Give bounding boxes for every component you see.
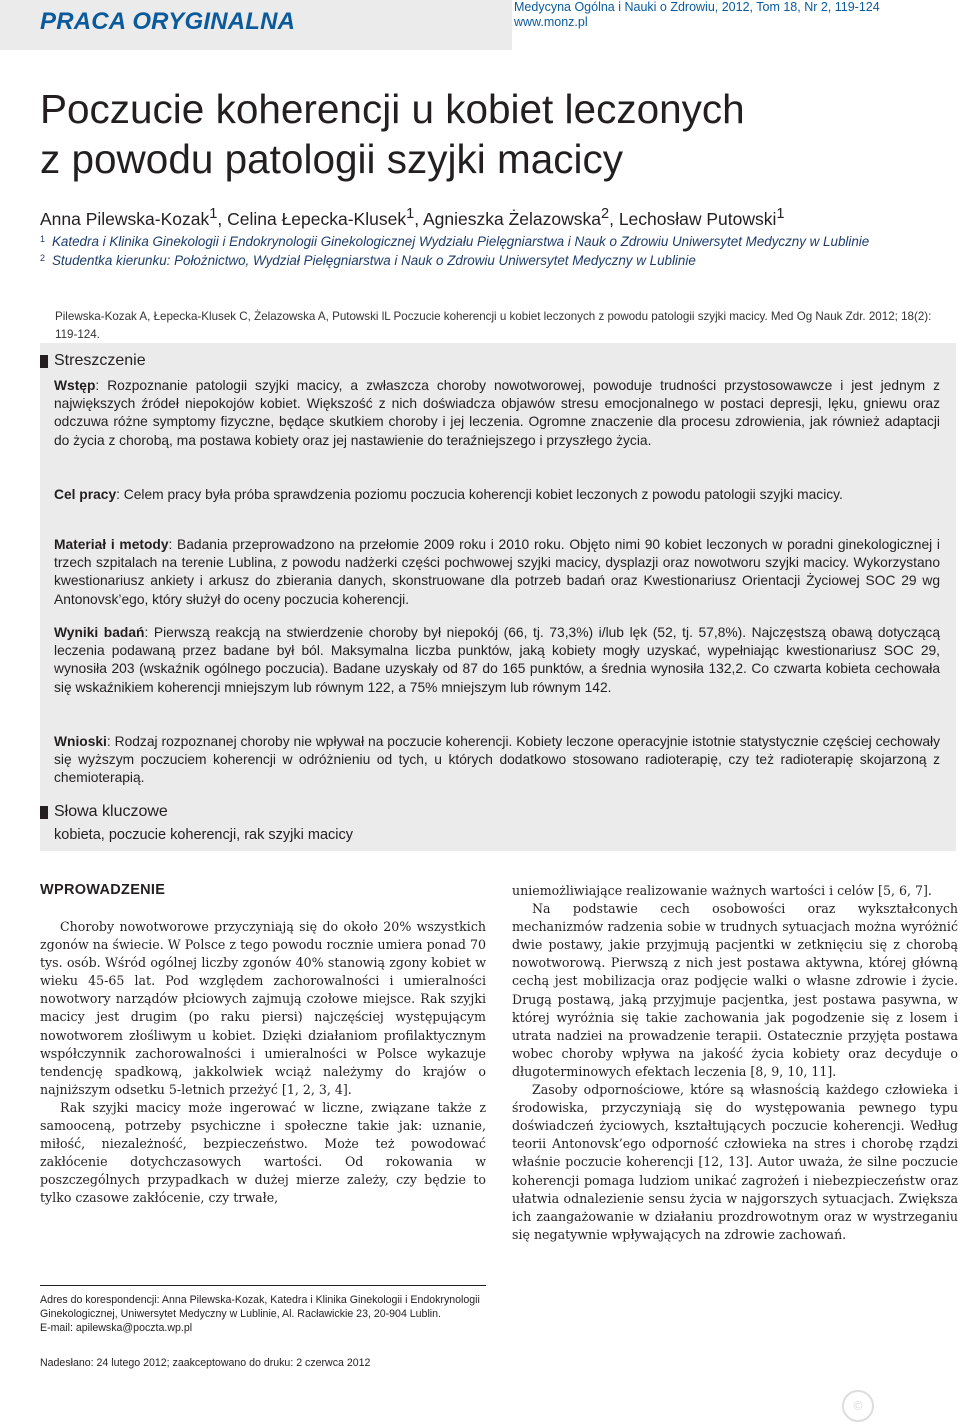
abstract-conclusions-label: Wnioski [54, 734, 107, 749]
body-paragraph: uniemożliwiające realizowanie ważnych wartości i celów [5, 6, 7]. [512, 883, 932, 898]
affiliation-item [40, 232, 950, 251]
authors: Anna Pilewska-Kozak$^1$, Celina Łepecka-Klusek$^1$, Agnieszka Żelazowska$^2$, Lechosław Putowski$^1$ [40, 206, 785, 229]
abstract-intro [54, 377, 940, 450]
footnote-divider [40, 1285, 486, 1286]
keywords-heading [54, 802, 168, 822]
received-accepted-dates: Nadesłano: 24 lutego 2012; zaakceptowano do druku: 2 czerwca 2012 [40, 1357, 371, 1369]
abstract-results-text: : Pierwszą reakcją na stwierdzenie choroby był niepokój (66, tj. 73,3%) i/lub lęk (52, tj. 57,8%). Najczęstszą obawą dotyczącą leczenia podawaną przez badane był ból. Maksymalna liczba punktów, jaką kobiety mogły uzyskać, wypełniając kwestionariusz SOC 29, wynosiła 203 (wskaźnik ogólnego poczucia). Badane uzyskały od 87 do 165 punktów, a średnia wynosiła 132,2. Co czwarta kobieta cechowała się wskaźnikiem koherencji mniejszym lub równym 122, a 75% mniejszym lub równym 142. [54, 625, 940, 695]
abstract-conclusions-text: : Rodzaj rozpoznanej choroby nie wpływał na poczucie koherencji. Kobiety leczone operacyjnie istotnie statystycznie częściej cechowały się wyższym poczuciem koherencji w odróżnieniu od tych, u których dodatkowo stosowano radioterapię, czy też radioterapię skojarzoną z chemioterapią. [54, 734, 940, 786]
body-paragraph: Zasoby odpornościowe, które są własnością każdego człowieka i środowiska, przyczyniają się do występowania pewnego typu doświadczeń życiowych, kształtujących poczucie koherencji. Według teorii Antonovsk’ego odporność człowieka na stres i chorobę rządzi właśnie poczucie koherencji [12, 13]. Autor uważa, że silne poczucie koherencji pomaga ludziom unikać zagrożeń i niebezpieczeństw oraz ułatwia odnalezienie sensu życia w najgorszych sytuacjach. Zwiększa ich zaangażowanie w działaniu prozdrowotnym oraz w wystrzeganiu się negatywnie wpływających na zdrowie zachowań. [512, 1082, 958, 1242]
abstract-aim [54, 486, 940, 504]
author-name: Agnieszka Żelazowska [422, 208, 601, 229]
journal-citation: Medycyna Ogólna i Nauki o Zdrowiu, 2012, Tom 18, Nr 2, 119-124 [514, 0, 880, 14]
journal-website[interactable]: www.monz.pl [514, 15, 588, 29]
heading-square-icon [40, 806, 48, 819]
affiliation-item [40, 251, 950, 270]
title-line-2: z powodu patologii szyjki macicy [40, 136, 623, 182]
abstract-results-label: Wyniki badań [54, 625, 145, 640]
heading-square-icon [40, 355, 48, 368]
affiliation-number: 1 [40, 234, 46, 244]
article-title [40, 84, 930, 184]
abstract-box [40, 343, 956, 851]
author-affil-mark: 2 [600, 206, 610, 222]
author-name: Lechosław Putowski [618, 208, 777, 229]
affiliation-number: 2 [40, 253, 46, 263]
body-left-column [40, 918, 486, 1208]
title-line-1: Poczucie koherencji u kobiet leczonych [40, 86, 745, 132]
affiliation-text: Studentka kierunku: Położnictwo, Wydział Pielęgniarstwa i Nauk o Zdrowiu Uniwersytet Medyczny w Lublinie [52, 253, 696, 268]
author-name: Celina Łepecka-Klusek [227, 208, 407, 229]
section-label-banner [0, 0, 512, 50]
watermark-icon: © [842, 1390, 874, 1422]
correspondence-address: Adres do korespondencji: Anna Pilewska-Kozak, Katedra i Klinika Ginekologii i Endokrynologii Ginekologicznej, Uniwersytet Medyczny w Lublinie, Al. Racławickie 23, 20-904 Lublin. [40, 1294, 480, 1320]
how-to-cite: Pilewska-Kozak A, Łepecka-Klusek C, Żelazowska A, Putowski lL Poczucie koherencji u kobiet leczonych z powodu patologii szyjki macicy. Med Og Nauk Zdr. 2012; 18(2): 119-124. [55, 310, 932, 341]
body-paragraph: Na podstawie cech osobowości oraz wykształconych mechanizmów radzenia sobie w trudnych sytuacjach można wyróżnić dwie postawy, jakie przyjmują pacjentki w zetknięciu się z chorobą nowotworową. Pierwszą z nich jest postawa aktywna, której główną cechą jest mobilizacja oraz podjęcie walki o własne zdrowie i życie. Drugą postawą, jaką przyjmuje pacjentka, jest postawa pasywna, w której wyróżnia się takie zachowania jak pogodzenie się z losem i utrata nadziei na prowadzenie terapii. Ostatecznie przyjęta postawa wobec choroby wpływa na jakość życia kobiety oraz decyduje o długoterminowych efektach leczenia [8, 9, 10, 11]. [512, 901, 958, 1079]
abstract-intro-text: : Rozpoznanie patologii szyjki macicy, a zwłaszcza choroby nowotworowej, powoduje trudności przystosowawcze i jest jednym z największych źródeł niepokojów kobiet. Większość z nich doświadcza objawów stresu emocjonalnego w postaci depresji, lęku, gniewu oraz odczuwa różne symptomy fizyczne, będące skutkiem choroby i jej leczenia. Ogromne znaczenie dla procesu zdrowienia, jak również adaptacji do życia z chorobą, ma postawa kobiety oraz jej nastawienie do teraźniejszego i przyszłego życia. [54, 378, 940, 448]
abstract-results [54, 624, 940, 697]
journal-info [512, 0, 960, 50]
correspondence-footnote [40, 1294, 486, 1335]
body-right-column [512, 882, 958, 1244]
abstract-heading [54, 351, 146, 371]
keywords-text: kobieta, poczucie koherencji, rak szyjki macicy [54, 827, 353, 843]
abstract-intro-label: Wstęp [54, 378, 96, 393]
body-paragraph: Choroby nowotworowe przyczyniają się do około 20% wszystkich zgonów na świecie. W Polsce z tego powodu rocznie umiera ponad 70 tys. osób. Wśród ogólnej liczby zgonów 40% stanowią zgony kobiet w wieku 45-65 lat. Pod względem zachorowalności i umieralności nowotwory narządów płciowych zajmują czołowe miejsce. Rak szyjki macicy jest drugim (po raku piersi) najczęściej występującym nowotworem złośliwym u kobiet. Dzięki działaniom profilaktycznym współczynnik zachorowalności i umieralności w Polsce wykazuje tendencję spadkową, jakkolwiek wciąż należymy do krajów o najniższym odsetku 5-letnich przeżyć [1, 2, 3, 4]. [40, 919, 486, 1097]
affiliation-text: Katedra i Klinika Ginekologii i Endokrynologii Ginekologicznej Wydziału Pielęgniarstwa i Nauk o Zdrowiu Uniwersytet Medyczny w Lublinie [52, 234, 870, 249]
keywords-heading-text: Słowa kluczowe [54, 803, 168, 820]
abstract-conclusions [54, 733, 940, 788]
section-label: PRACA ORYGINALNA [40, 8, 296, 35]
abstract-aim-text: : Celem pracy była próba sprawdzenia poziomu poczucia koherencji kobiet leczonych z powodu patologii szyjki macicy. [116, 487, 843, 502]
abstract-methods-label: Materiał i metody [54, 537, 169, 552]
abstract-aim-label: Cel pracy [54, 487, 117, 502]
abstract-methods-text: : Badania przeprowadzono na przełomie 2009 roku i 2010 roku. Objęto nimi 90 kobiet leczonych w poradni ginekologicznej i trzech szpitalach na terenie Lublina, z powodu nadżerki części pochwowej szyjki macicy, dysplazji oraz nowotworu szyjki macicy. Wykorzystano kwestionariusz ankiety i arkusz do zbierania danych, skonstruowane dla potrzeb badań oraz Kwestionariusz Orientacji Życiowej SOC 29 wg Antonovsk’ego, który służył do oceny poczucia koherencji. [54, 537, 940, 607]
author-affil-mark: 1 [209, 206, 218, 222]
author-affil-mark: 1 [406, 206, 415, 222]
abstract-heading-text: Streszczenie [54, 352, 146, 369]
author-affil-mark: 1 [776, 206, 785, 222]
body-paragraph: Rak szyjki macicy może ingerować w liczne, związane także z samooceną, potrzeby psychiczne i społeczne takie jak: uznanie, miłość, niezależność, bezpieczeństwo. Może też powodować zakłócenie dotychczasowych wartości. Od rokowania w poszczególnych przypadkach w dużej mierze zależy, czy będzie to tylko czasowe zakłócenie, czy trwałe, [40, 1099, 486, 1206]
author-name: Anna Pilewska-Kozak [40, 208, 210, 229]
correspondence-email[interactable]: E-mail: apilewska@poczta.wp.pl [40, 1321, 193, 1334]
abstract-methods [54, 536, 940, 609]
affiliations [40, 232, 950, 270]
section-heading-introduction: WPROWADZENIE [40, 882, 166, 898]
